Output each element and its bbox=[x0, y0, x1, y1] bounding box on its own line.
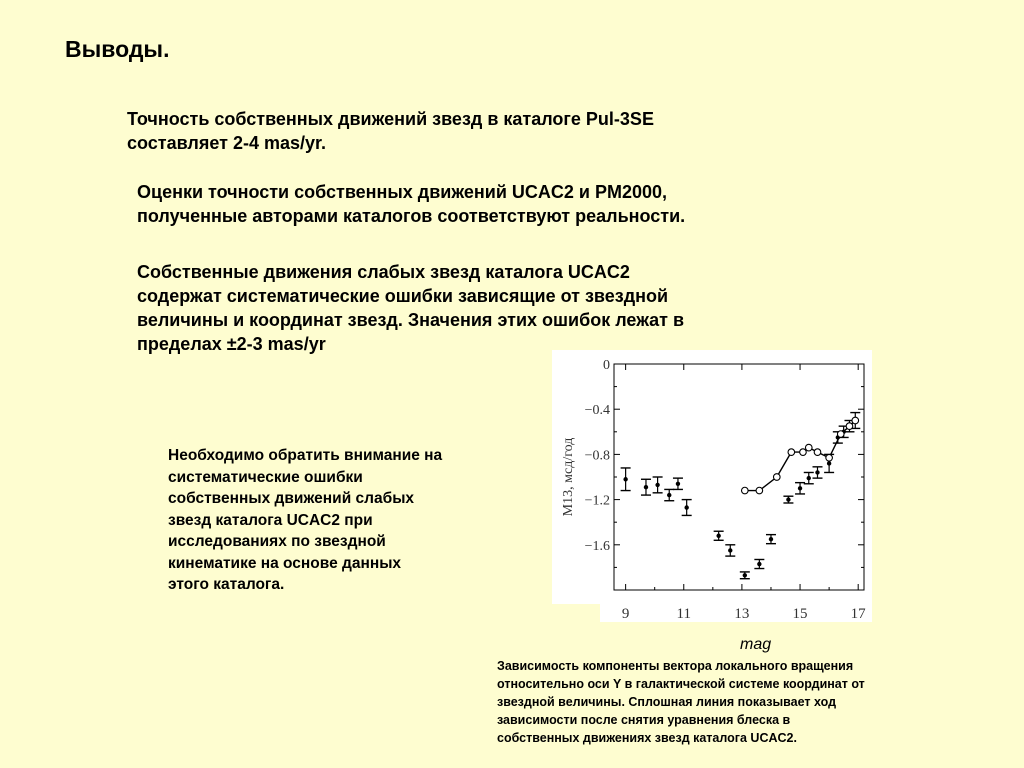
note-line: этого каталога. bbox=[168, 576, 285, 593]
trend-point bbox=[814, 449, 821, 456]
paragraph-line: пределах ±2-3 mas/yr bbox=[137, 334, 326, 354]
trend-point bbox=[788, 449, 795, 456]
attention-note bbox=[168, 445, 528, 596]
trend-point bbox=[826, 454, 833, 461]
y-tick-label: −1.6 bbox=[584, 538, 610, 554]
x-axis-mag-label: mag bbox=[740, 636, 772, 653]
note-line: систематические ошибки bbox=[168, 468, 363, 486]
caption-line: относительно оси Y в галактической системе координат от bbox=[497, 677, 865, 691]
data-point bbox=[798, 486, 802, 490]
note-line: исследованиях по звездной bbox=[168, 533, 386, 550]
chart-background bbox=[552, 350, 872, 604]
data-point bbox=[827, 461, 831, 465]
paragraph-line: Оценки точности собственных движений UCAC2 и PM2000, bbox=[137, 182, 668, 202]
x-tick-label: 9 bbox=[621, 606, 630, 622]
paragraph-line: Собственные движения слабых звезд каталога UCAC2 bbox=[137, 262, 630, 282]
x-tick-label: 15 bbox=[792, 606, 808, 622]
paragraph-line: содержат систематические ошибки зависящие от звездной bbox=[137, 286, 669, 306]
trend-point bbox=[852, 417, 859, 424]
y-tick-label: −1.2 bbox=[584, 493, 610, 509]
data-point bbox=[757, 562, 761, 566]
trend-point bbox=[773, 474, 780, 481]
slide-title: Выводы. bbox=[65, 36, 170, 62]
x-tick-label: 17 bbox=[850, 606, 866, 622]
caption-line: звездной величины. Сплошная линия показывает ход bbox=[497, 695, 837, 709]
data-point bbox=[743, 573, 747, 577]
figure-caption bbox=[497, 657, 997, 747]
data-point bbox=[655, 483, 659, 487]
data-point bbox=[807, 476, 811, 480]
paragraph-line: величины и координат звезд. Значения этих ошибок лежат в bbox=[137, 310, 685, 330]
trend-point bbox=[837, 431, 844, 438]
data-point bbox=[815, 470, 819, 474]
data-point bbox=[667, 493, 671, 497]
data-point bbox=[728, 548, 732, 552]
paragraph-systematic-errors bbox=[137, 260, 877, 356]
y-axis-label: M13, мсд/год bbox=[561, 437, 576, 517]
y-tick-label: 0 bbox=[603, 358, 610, 373]
x-tick-label: 13 bbox=[734, 606, 750, 622]
paragraph-accuracy bbox=[127, 107, 827, 155]
data-point bbox=[623, 477, 627, 481]
trend-point bbox=[742, 487, 749, 494]
trend-point bbox=[846, 423, 853, 430]
paragraph-line: составляет 2-4 mas/yr. bbox=[127, 133, 327, 153]
x-tick-label: 11 bbox=[676, 606, 691, 622]
note-line: Необходимо обратить внимание на bbox=[168, 447, 443, 464]
note-line: собственных движений слабых bbox=[168, 490, 415, 507]
caption-line: зависимости после снятия уравнения блеска в bbox=[497, 713, 791, 727]
note-line: кинематике на основе данных bbox=[168, 554, 402, 572]
data-point bbox=[716, 534, 720, 538]
trend-point bbox=[805, 444, 812, 451]
data-point bbox=[786, 497, 790, 501]
paragraph-estimates bbox=[137, 180, 897, 228]
caption-line: Зависимость компоненты вектора локального вращения bbox=[497, 659, 854, 673]
trend-point bbox=[756, 487, 763, 494]
note-line: звезд каталога UCAC2 при bbox=[168, 511, 373, 529]
data-point bbox=[676, 482, 680, 486]
data-point bbox=[769, 537, 773, 541]
y-tick-label: −0.8 bbox=[584, 448, 610, 464]
trend-point bbox=[800, 449, 807, 456]
data-point bbox=[644, 485, 648, 489]
paragraph-line: полученные авторами каталогов соответствуют реальности. bbox=[137, 206, 686, 226]
paragraph-line: Точность собственных движений звезд в каталоге Pul-3SE bbox=[127, 109, 654, 129]
data-point bbox=[684, 505, 688, 509]
rotation-vs-magnitude-chart bbox=[552, 350, 872, 622]
caption-line: собственных движениях звезд каталога UCAC2. bbox=[497, 731, 797, 745]
y-tick-label: −0.4 bbox=[584, 403, 610, 419]
